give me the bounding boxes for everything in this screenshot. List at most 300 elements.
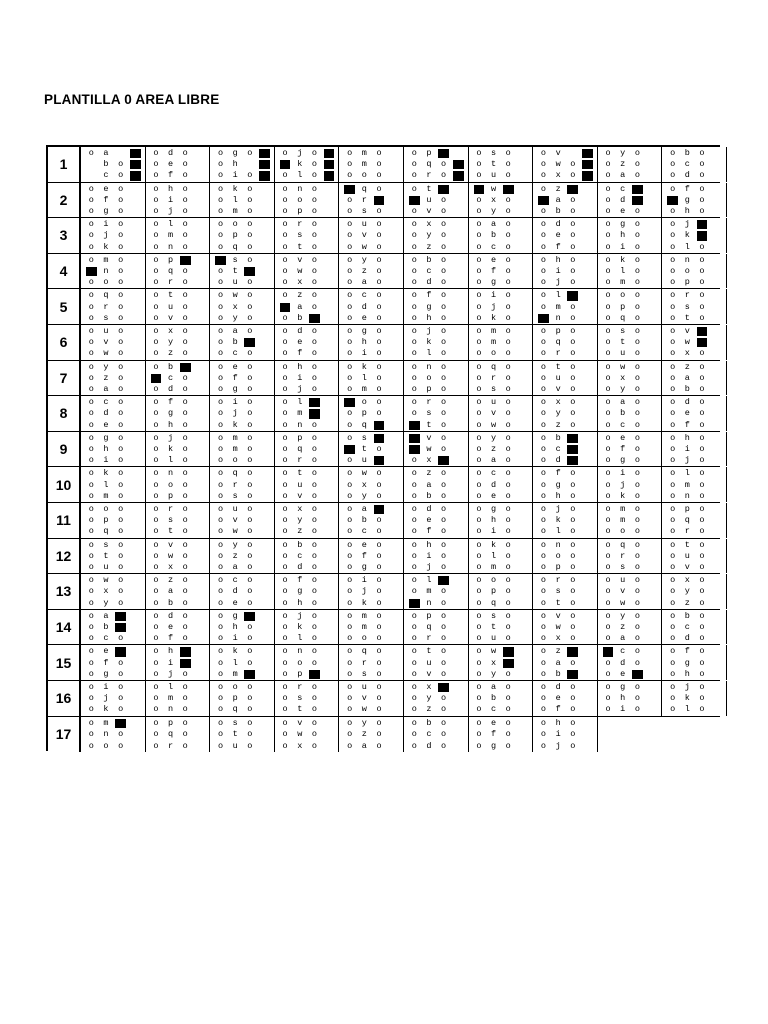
glyph: w — [103, 575, 109, 586]
glyph: o — [376, 515, 382, 526]
glyph — [193, 551, 208, 562]
glyph — [516, 433, 531, 444]
glyph: o — [118, 526, 124, 537]
glyph: o — [282, 479, 288, 490]
glyph — [322, 575, 337, 586]
glyph — [709, 159, 724, 170]
glyph: o — [311, 586, 317, 597]
grid-cell — [598, 289, 663, 324]
glyph: f — [361, 550, 367, 561]
glyph: o — [699, 597, 705, 608]
glyph: o — [247, 717, 253, 728]
glyph: o — [88, 468, 94, 479]
glyph — [580, 384, 595, 395]
glyph: o — [376, 586, 382, 597]
glyph: o — [605, 681, 611, 692]
glyph: q — [555, 337, 561, 348]
glyph: d — [555, 681, 561, 692]
glyph: o — [118, 194, 124, 205]
glyph: o — [88, 383, 94, 394]
glyph: k — [555, 515, 561, 526]
grid-cell — [146, 503, 211, 538]
glyph — [709, 551, 724, 562]
grid-cell — [146, 183, 211, 218]
glyph: w — [684, 337, 690, 348]
glyph — [322, 384, 337, 395]
glyph — [193, 266, 208, 277]
glyph — [580, 455, 595, 466]
glyph: t — [620, 337, 626, 348]
glyph — [193, 562, 208, 573]
glyph — [565, 148, 580, 159]
glyph — [645, 195, 660, 206]
glyph: o — [118, 443, 124, 454]
glyph — [193, 326, 208, 337]
glyph: o — [217, 443, 224, 454]
glyph: o — [347, 419, 353, 430]
glyph: o — [153, 597, 159, 608]
glyph — [128, 598, 143, 609]
glyph: o — [605, 693, 611, 704]
glyph: o — [347, 515, 353, 526]
glyph: o — [282, 383, 288, 394]
glyph — [709, 504, 724, 515]
glyph — [257, 206, 272, 217]
glyph — [516, 718, 531, 730]
filled-block — [697, 231, 708, 240]
grid-cell — [598, 610, 663, 645]
glyph: o — [670, 361, 676, 372]
glyph: n — [103, 729, 109, 740]
glyph: l — [684, 241, 690, 252]
glyph: o — [118, 170, 124, 181]
glyph — [580, 337, 595, 348]
glyph: o — [247, 740, 253, 751]
glyph — [322, 551, 337, 562]
glyph: o — [282, 337, 288, 348]
glyph — [386, 611, 401, 622]
grid-cell — [404, 396, 469, 431]
glyph: o — [182, 503, 188, 514]
glyph — [257, 598, 272, 609]
glyph: t — [168, 290, 174, 301]
grid-cell — [210, 717, 275, 753]
grid-cell — [533, 610, 598, 645]
glyph: o — [118, 539, 124, 550]
glyph: o — [505, 397, 511, 408]
grid-cell — [210, 645, 275, 680]
glyph: p — [297, 668, 303, 679]
glyph: a — [361, 503, 367, 514]
glyph — [516, 611, 531, 622]
glyph: o — [505, 503, 511, 514]
glyph: o — [247, 254, 253, 265]
glyph — [451, 242, 466, 253]
glyph: o — [605, 550, 611, 561]
glyph — [709, 562, 724, 573]
grid-row — [48, 218, 720, 254]
glyph: o — [540, 455, 547, 466]
glyph — [451, 348, 466, 359]
glyph: o — [540, 337, 547, 348]
glyph: o — [699, 265, 705, 276]
glyph: o — [476, 704, 482, 715]
glyph — [128, 420, 143, 431]
grid-cell — [662, 218, 727, 253]
glyph: h — [232, 621, 238, 632]
glyph: y — [232, 539, 238, 550]
grid-cell — [662, 361, 727, 396]
glyph: t — [684, 312, 690, 323]
glyph — [128, 693, 143, 704]
glyph: r — [555, 575, 561, 586]
glyph: o — [699, 681, 705, 692]
glyph: u — [555, 372, 561, 383]
glyph: m — [684, 479, 690, 490]
glyph: i — [684, 443, 690, 454]
glyph — [516, 384, 531, 395]
glyph: i — [232, 633, 238, 644]
glyph — [645, 159, 660, 170]
glyph: o — [699, 348, 705, 359]
glyph: o — [282, 361, 288, 372]
glyph: o — [88, 503, 94, 514]
glyph — [386, 348, 401, 359]
glyph — [580, 551, 595, 562]
glyph: o — [217, 290, 224, 301]
grid-cell — [404, 432, 469, 467]
glyph: f — [555, 241, 561, 252]
glyph: o — [411, 633, 417, 644]
glyph — [193, 658, 208, 669]
row-number: 6 — [48, 325, 81, 360]
glyph: o — [411, 526, 417, 537]
grid-cell — [404, 147, 469, 182]
glyph: h — [297, 597, 303, 608]
grid-cell — [210, 574, 275, 609]
glyph: o — [476, 241, 482, 252]
glyph: o — [182, 597, 188, 608]
glyph — [516, 397, 531, 408]
glyph — [386, 693, 401, 704]
grid-cell — [533, 432, 598, 467]
glyph: o — [217, 515, 224, 526]
glyph: z — [620, 159, 626, 170]
grid-cell — [146, 645, 211, 680]
glyph: o — [347, 646, 353, 657]
glyph: x — [555, 397, 561, 408]
glyph: o — [699, 668, 705, 679]
glyph: o — [476, 740, 482, 751]
glyph — [257, 266, 272, 277]
glyph: o — [232, 219, 238, 230]
glyph — [451, 718, 466, 730]
glyph: f — [684, 646, 690, 657]
glyph: y — [684, 586, 690, 597]
glyph — [709, 669, 724, 680]
glyph: e — [168, 621, 174, 632]
grid-cell — [662, 681, 727, 716]
glyph: o — [347, 657, 353, 668]
glyph: o — [182, 490, 188, 501]
row-number: 7 — [48, 361, 81, 396]
glyph: o — [118, 265, 124, 276]
glyph: o — [118, 432, 124, 443]
grid-cell — [469, 325, 534, 360]
glyph: r — [297, 219, 303, 230]
glyph: o — [282, 312, 288, 323]
glyph: o — [247, 539, 253, 550]
glyph — [193, 362, 208, 373]
glyph: o — [505, 550, 511, 561]
glyph: u — [490, 397, 497, 408]
glyph — [580, 468, 595, 479]
glyph: o — [505, 575, 511, 586]
glyph — [193, 455, 208, 466]
glyph: x — [490, 194, 497, 205]
glyph: r — [684, 290, 690, 301]
grid-cell — [275, 183, 340, 218]
filled-block — [438, 149, 449, 158]
glyph — [516, 420, 531, 431]
filled-block — [474, 185, 485, 194]
glyph: o — [605, 183, 611, 194]
glyph: d — [555, 455, 561, 466]
glyph: o — [605, 290, 611, 301]
glyph — [386, 741, 401, 753]
grid-cell — [339, 467, 404, 502]
glyph: o — [311, 183, 317, 194]
glyph: o — [282, 668, 288, 679]
glyph: o — [311, 205, 317, 216]
row-number: 13 — [48, 574, 81, 609]
glyph — [257, 290, 272, 301]
glyph — [580, 504, 595, 515]
glyph — [516, 491, 531, 502]
glyph: o — [282, 194, 288, 205]
glyph: o — [247, 301, 253, 312]
glyph — [257, 230, 272, 241]
glyph: o — [347, 479, 353, 490]
grid-row — [48, 147, 720, 183]
filled-block — [215, 256, 226, 265]
glyph — [451, 704, 466, 715]
glyph: o — [217, 159, 224, 170]
glyph: o — [118, 419, 124, 430]
glyph — [451, 729, 466, 741]
grid-row — [48, 467, 720, 503]
glyph — [322, 682, 337, 693]
row-number: 8 — [48, 396, 81, 431]
glyph: n — [426, 361, 432, 372]
glyph: o — [376, 277, 382, 288]
glyph: f — [620, 443, 626, 454]
grid-row — [48, 610, 720, 646]
glyph: o — [153, 290, 159, 301]
glyph: q — [168, 729, 174, 740]
glyph: q — [684, 515, 690, 526]
glyph — [386, 302, 401, 313]
grid-cell — [598, 432, 663, 467]
glyph: o — [605, 348, 611, 359]
grid-cell — [598, 361, 663, 396]
glyph: u — [490, 633, 497, 644]
glyph: o — [153, 575, 159, 586]
glyph: o — [570, 490, 576, 501]
glyph: q — [620, 539, 626, 550]
filled-block — [115, 612, 126, 621]
glyph: o — [620, 526, 626, 537]
empty-cell — [662, 717, 727, 753]
filled-block — [538, 196, 549, 205]
glyph: v — [297, 490, 303, 501]
glyph: o — [476, 468, 482, 479]
glyph — [709, 526, 724, 537]
glyph: o — [88, 515, 94, 526]
glyph: k — [103, 704, 109, 715]
glyph: j — [684, 455, 690, 466]
glyph — [386, 468, 401, 479]
glyph — [386, 266, 401, 277]
glyph — [257, 302, 272, 313]
filled-block — [667, 196, 678, 205]
glyph: i — [620, 468, 626, 479]
glyph: o — [670, 432, 676, 443]
glyph: o — [311, 432, 317, 443]
glyph — [709, 337, 724, 348]
grid-cell — [598, 147, 663, 182]
glyph: c — [232, 348, 238, 359]
glyph — [322, 741, 337, 753]
glyph: o — [699, 301, 705, 312]
glyph: o — [182, 455, 188, 466]
glyph: v — [426, 205, 432, 216]
glyph: h — [426, 539, 432, 550]
grid-cell — [81, 147, 146, 182]
grid-cell — [662, 254, 727, 289]
glyph — [386, 658, 401, 669]
glyph: s — [684, 301, 690, 312]
glyph: z — [684, 361, 690, 372]
glyph — [451, 433, 466, 444]
glyph: o — [699, 408, 705, 419]
glyph: o — [182, 159, 188, 170]
glyph — [386, 170, 401, 181]
filled-block — [438, 683, 449, 692]
glyph — [580, 195, 595, 206]
glyph — [386, 562, 401, 573]
filled-block — [632, 670, 643, 679]
glyph: a — [361, 740, 367, 751]
glyph — [322, 693, 337, 704]
glyph: o — [347, 290, 353, 301]
grid-cell — [469, 396, 534, 431]
glyph — [645, 515, 660, 526]
glyph — [257, 313, 272, 324]
grid-cell — [146, 610, 211, 645]
glyph — [257, 397, 272, 408]
row-number: 1 — [48, 147, 81, 182]
glyph — [709, 468, 724, 479]
glyph: o — [217, 183, 224, 194]
glyph — [257, 741, 272, 753]
glyph: h — [361, 337, 367, 348]
glyph: o — [670, 312, 676, 323]
glyph: r — [426, 170, 432, 181]
glyph — [322, 219, 337, 230]
glyph — [128, 219, 143, 230]
glyph — [193, 277, 208, 288]
glyph: o — [605, 397, 611, 408]
glyph: o — [282, 610, 288, 621]
glyph: l — [555, 290, 561, 301]
glyph: o — [670, 550, 676, 561]
grid-cell — [598, 503, 663, 538]
glyph: f — [103, 194, 109, 205]
glyph: d — [684, 633, 690, 644]
glyph — [193, 255, 208, 266]
glyph: o — [476, 455, 482, 466]
glyph: o — [411, 490, 417, 501]
glyph: o — [88, 657, 94, 668]
grid-cell — [533, 574, 598, 609]
filled-block — [130, 160, 141, 169]
glyph: o — [311, 337, 317, 348]
glyph — [451, 326, 466, 337]
grid-cell — [598, 218, 663, 253]
glyph: z — [426, 704, 432, 715]
glyph: o — [476, 479, 482, 490]
glyph: o — [670, 301, 676, 312]
glyph: l — [361, 372, 367, 383]
glyph: o — [347, 586, 353, 597]
glyph: h — [620, 693, 626, 704]
grid-cell — [81, 396, 146, 431]
glyph: o — [376, 468, 382, 479]
filled-block — [180, 647, 191, 656]
glyph: o — [540, 159, 547, 170]
glyph: o — [605, 515, 611, 526]
glyph: o — [347, 194, 353, 205]
glyph — [516, 704, 531, 715]
glyph: s — [361, 432, 367, 443]
grid-cell — [210, 432, 275, 467]
glyph — [128, 741, 143, 753]
glyph: o — [411, 503, 417, 514]
glyph: o — [153, 729, 159, 740]
glyph: o — [699, 468, 705, 479]
filled-block — [259, 171, 270, 180]
glyph — [386, 491, 401, 502]
glyph: r — [426, 633, 432, 644]
glyph: o — [376, 717, 382, 728]
glyph: l — [620, 265, 626, 276]
glyph — [257, 184, 272, 195]
glyph: o — [476, 503, 482, 514]
grid-cell — [404, 361, 469, 396]
glyph — [645, 408, 660, 419]
grid-cell — [275, 147, 340, 182]
glyph: o — [347, 704, 353, 715]
glyph: o — [699, 290, 705, 301]
glyph: o — [605, 468, 611, 479]
glyph — [451, 562, 466, 573]
glyph: o — [247, 550, 253, 561]
glyph: o — [505, 205, 511, 216]
glyph: v — [168, 312, 174, 323]
grid-cell — [469, 289, 534, 324]
glyph: o — [540, 729, 547, 740]
